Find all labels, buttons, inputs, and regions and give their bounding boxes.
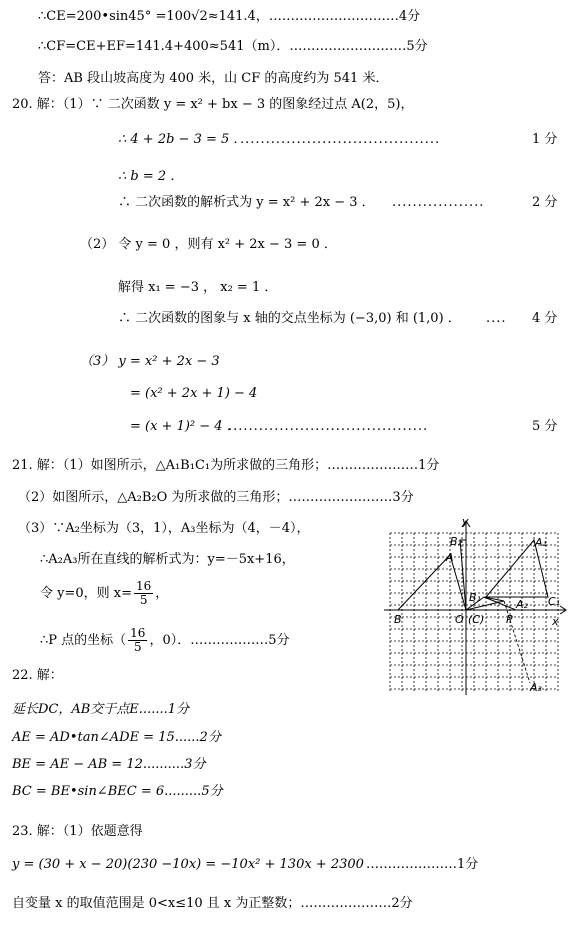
q22-step1: 延长DC，AB交于点E.......1分 [12, 702, 189, 717]
denominator: 5 [139, 593, 148, 607]
label-b: B [394, 613, 402, 626]
q20-vertex-form: = (x + 1)² − 4 ． [130, 419, 240, 434]
q22-heading: 22. 解： [12, 668, 63, 683]
q20-step1: ∴ 4 + 2b − 3 = 5 ． [118, 132, 247, 147]
score-2: 2 分 [532, 195, 558, 210]
line-answer: 答：AB 段山坡高度为 400 米，山 CF 的高度约为 541 米． [38, 71, 389, 86]
y-axis-label: y [462, 515, 469, 528]
denominator: 5 [133, 640, 142, 654]
label-a2: A₂ [516, 598, 528, 611]
q20-intercepts: ∴ 二次函数的图象与 x 轴的交点坐标为 (−3,0) 和 (1,0) ． [118, 311, 461, 326]
fraction [128, 627, 147, 654]
score-5: 5 分 [532, 419, 558, 434]
q20-part3: （3） y = x² + 2x − 3 [80, 354, 220, 369]
score-4: 4 分 [532, 311, 558, 326]
q22-step3: BE = AE − AB = 12..........3分 [12, 757, 206, 772]
label-c1: C₁ [548, 595, 561, 608]
label-a1: A₁ [535, 536, 547, 549]
coordinate-figure [380, 515, 573, 700]
label-p: P [506, 613, 513, 626]
dot-leader: ....................................... [228, 419, 429, 434]
q21-line-eq: ∴A₂A₃所在直线的解析式为：y=－5x+16， [40, 552, 295, 567]
line-cf: ∴CF=CE+EF=141.4+400≈541（m）．………………………5分 [38, 39, 428, 54]
text: ， [155, 586, 169, 601]
q21-solve-x [40, 580, 168, 607]
numerator: 16 [130, 626, 146, 640]
q20-part2: （2） 令 y = 0 ，则有 x² + 2x − 3 = 0 ． [80, 237, 337, 252]
score-1-q23: …………………1分 [366, 857, 479, 872]
dot-leader: .... [486, 311, 507, 326]
text: ，0）．………………5分 [149, 633, 290, 648]
label-a3: A₃ [530, 681, 542, 694]
q22-step4: BC = BE•sin∠BEC = 6.........5分 [12, 784, 223, 799]
line-ce: ∴CE=200•sin45° =100√2≈141.4，…………………………4分 [38, 9, 421, 24]
q23-heading: 23. 解：（1）依题意得 [12, 824, 143, 839]
q21-point-p [40, 627, 289, 654]
dot-leader: ....................................... [240, 132, 441, 147]
label-c: (C) [468, 613, 485, 626]
score-1: 1 分 [532, 132, 558, 147]
fraction [134, 580, 153, 607]
x-axis-label: x [552, 615, 559, 628]
text: 令 y=0，则 x= [40, 586, 132, 601]
label-o: O [455, 613, 464, 626]
q23-function: y = (30 + x − 20)(230 −10x) = −10x² + 130x + 2300 [12, 857, 364, 872]
label-b2: B₂ [450, 535, 462, 548]
q22-step2: AE = AD•tan∠ADE = 15......2分 [12, 730, 221, 745]
numerator: 16 [136, 579, 152, 593]
q21-part2: （2）如图所示，△A₂B₂O 为所求做的三角形；……………………3分 [18, 490, 414, 505]
q23-domain: 自变量 x 的取值范围是 0<x≤10 且 x 为正整数；…………………2分 [12, 896, 413, 911]
label-b1: B₁ [469, 591, 481, 604]
q20-heading: 20. 解：（1）∵ 二次函数 y = x² + bx − 3 的图象经过点 A(2，5)， [12, 97, 414, 112]
q21-part3: （3）∵A₂坐标为（3，1），A₃坐标为（4，－4）， [18, 521, 310, 536]
q20-solve: 解得 x₁ = −3 ， x₂ = 1 ． [118, 280, 278, 295]
text: ∴P 点的坐标（ [40, 633, 127, 648]
label-a: A [446, 551, 454, 564]
q21-part1: 21. 解：（1）如图所示，△A₁B₁C₁为所求做的三角形；…………………1分 [12, 458, 440, 473]
q20-step3: ∴ 二次函数的解析式为 y = x² + 2x − 3 ． [118, 195, 375, 210]
q20-complete-square: = (x² + 2x + 1) − 4 [130, 386, 258, 401]
dot-leader: .................. [392, 195, 485, 210]
q20-step2: ∴ b = 2 ． [118, 169, 184, 184]
